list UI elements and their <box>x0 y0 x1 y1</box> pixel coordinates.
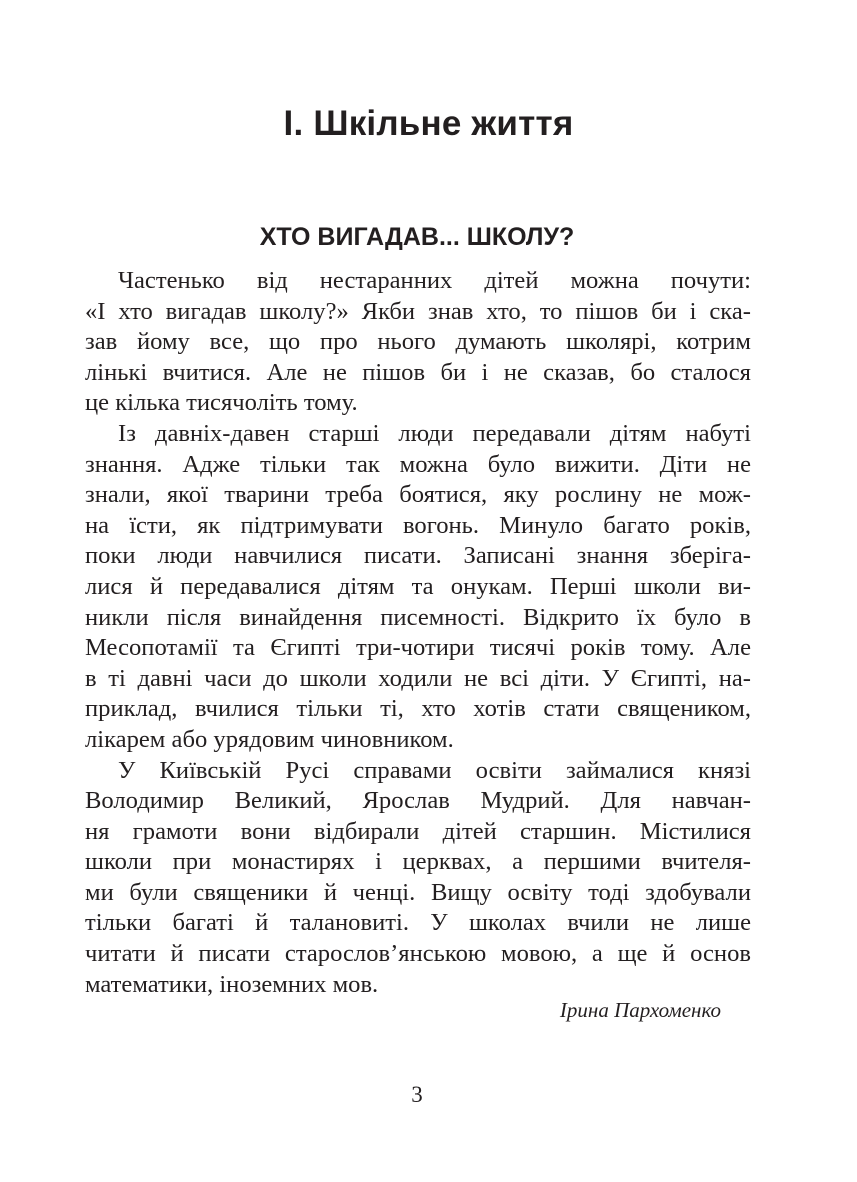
article-title: ХТО ВИГАДАВ... ШКОЛУ? <box>259 223 575 251</box>
text-line: ня грамоти вони відбирали дітей старшин. Містилися <box>85 817 751 845</box>
text-line: це кілька тисячоліть тому. <box>85 389 358 417</box>
text-line: в ті давні часи до школи ходили не всі діти. У Єгипті, на- <box>85 664 751 692</box>
text-line: приклад, вчилися тільки ті, хто хотів стати священиком, <box>85 695 751 723</box>
text-line: Із давніх-давен старші люди передавали дітям набуті <box>118 419 751 447</box>
paragraph-1 <box>85 266 751 419</box>
paragraph-2 <box>85 419 751 756</box>
text-line: Володимир Великий, Ярослав Мудрий. Для навчан- <box>85 787 751 815</box>
text-line: знали, якої тварини треба боятися, яку рослину не мож- <box>85 481 751 509</box>
text-line: школи при монастирях і церквах, а першими вчителя- <box>85 848 751 876</box>
paragraph-3 <box>85 756 751 1001</box>
text-line: поки люди навчилися писати. Записані знання зберіга- <box>85 542 751 570</box>
text-line: Месопотамії та Єгипті три-чотири тисячі років тому. Але <box>85 634 751 662</box>
page-number: 3 <box>411 1082 423 1107</box>
text-line: Частенько від нестаранних дітей можна почути: <box>118 267 751 294</box>
text-line: У Київській Русі справами освіти займалися князі <box>118 756 751 784</box>
text-line: математики, іноземних мов. <box>85 970 379 998</box>
text-line: никли після винайдення писемності. Відкрито їх було в <box>85 603 751 631</box>
text-line: знання. Адже тільки так можна було вижити. Діти не <box>85 450 751 478</box>
text-line: на їсти, як підтримувати вогонь. Минуло багато років, <box>85 511 751 539</box>
text-line: зав йому все, що про нього думають школярі, котрим <box>85 328 751 356</box>
text-line: «І хто вигадав школу?» Якби знав хто, то пішов би і ска- <box>85 297 751 325</box>
chapter-title: І. Шкільне життя <box>283 104 574 143</box>
text-line: лікарем або урядовим чиновником. <box>85 725 454 753</box>
text-line: лінькі вчитися. Але не пішов би і не сказав, бо сталося <box>85 358 751 386</box>
text-line: тільки багаті й талановиті. У школах вчили не лише <box>85 909 751 937</box>
text-line: лися й передавалися дітям та онукам. Перші школи ви- <box>85 572 751 600</box>
author-name: Ірина Пархоменко <box>559 998 721 1022</box>
article-body <box>85 266 751 1000</box>
text-line: читати й писати старослов’янською мовою, а ще й основ <box>85 940 751 968</box>
text-line: ми були священики й ченці. Вищу освіту тоді здобували <box>85 878 751 906</box>
